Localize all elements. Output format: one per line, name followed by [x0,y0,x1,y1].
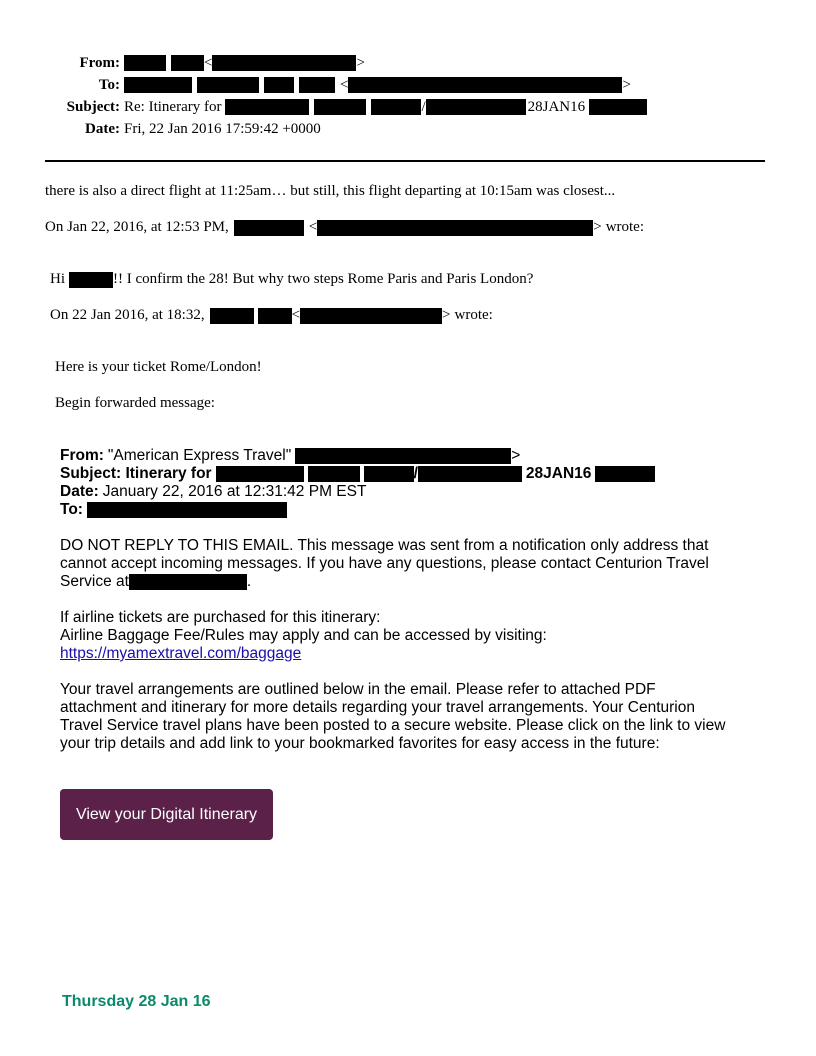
airline-line: If airline tickets are purchased for this itinerary: [60,609,381,626]
fwd-subject-slash: / [413,465,418,482]
redaction [418,466,522,482]
notice-line-3: Service at [60,573,129,590]
arrange-line: Travel Service travel plans have been posted to a secure website. Please click on the link to view [60,717,726,734]
subject-date: 28JAN16 [527,99,586,115]
quote-line-1 [45,219,644,236]
redaction [595,466,655,482]
quote1-suffix: wrote: [605,219,645,235]
redaction [308,466,360,482]
redaction [371,99,421,115]
notice-line: DO NOT REPLY TO THIS EMAIL. This message was sent from a notification only address that [60,537,709,554]
to-row [0,74,652,96]
angle-close: > [511,447,521,464]
angle-open: < [308,219,318,235]
fwd-date-row [60,483,659,501]
angle-close: > [442,307,451,323]
airline-paragraph [60,609,770,663]
redaction [197,77,259,93]
fwd-date-label: Date: [60,483,99,500]
baggage-link[interactable]: https://myamextravel.com/baggage [60,645,302,662]
fwd-from-label: From: [60,447,104,464]
angle-close: > [593,219,602,235]
subject-row [0,96,652,118]
redaction [258,308,292,324]
notice-line: cannot accept incoming messages. If you have any questions, please contact Centurion Travel [60,555,709,572]
subject-label: Subject: [66,99,120,115]
angle-open: < [291,307,301,323]
redaction [216,466,304,482]
from-row [0,52,652,74]
redaction [210,308,254,324]
fwd-from-row [60,447,659,465]
date-value: Fri, 22 Jan 2016 17:59:42 +0000 [124,121,321,137]
date-label: Date: [85,121,120,137]
angle-close: > [356,55,365,71]
fwd-to-row [60,501,659,519]
redaction [317,220,593,236]
arrangements-paragraph [60,681,770,753]
hi-line [50,271,533,288]
redaction [234,220,304,236]
notice-line [60,573,770,591]
arrange-line: attachment and itinerary for more details regarding your travel arrangements. Your Centurion [60,699,695,716]
angle-open: < [204,55,213,71]
subject-prefix: Re: Itinerary for [124,99,222,115]
quote2-prefix: On 22 Jan 2016, at 18:32, [50,307,205,323]
redaction [295,448,511,464]
redaction [426,99,526,115]
redaction [87,502,287,518]
airline-line: Airline Baggage Fee/Rules may apply and can be accessed by visiting: [60,627,547,644]
view-itinerary-button[interactable]: View your Digital Itinerary [60,789,273,840]
quote2-suffix: wrote: [454,307,493,323]
ticket-line: Here is your ticket Rome/London! [55,359,262,375]
arrange-line: your trip details and add link to your bookmarked favorites for easy access in the future: [60,735,660,752]
hi-prefix: Hi [50,271,65,287]
header-divider [45,160,765,162]
quote1-prefix: On Jan 22, 2016, at 12:53 PM, [45,219,229,235]
redaction [171,55,204,71]
redaction [69,272,113,288]
redaction [364,466,414,482]
angle-open: < [340,77,349,93]
email-header [0,52,652,140]
fwd-subject-label: Subject: Itinerary for [60,465,212,482]
forwarded-header [60,447,659,519]
arrange-line: Your travel arrangements are outlined below in the email. Please refer to attached PDF [60,681,656,698]
redaction [124,55,166,71]
redaction [589,99,647,115]
hi-text: !! I confirm the 28! But why two steps Rome Paris and Paris London? [113,271,534,287]
quote-line-2 [50,307,493,324]
fwd-from-name: "American Express Travel" [107,447,292,464]
redaction [314,99,366,115]
redaction [300,308,442,324]
fwd-subject-date: 28JAN16 [525,465,592,482]
angle-close: > [622,77,631,93]
body-line-1: there is also a direct flight at 11:25am… but still, this flight departing at 10:15am was closest... [45,183,616,199]
redaction [124,77,192,93]
fwd-to-label: To: [60,501,83,518]
date-row [0,118,652,140]
redaction [129,574,247,590]
forwarded-intro: Begin forwarded message: [55,395,215,411]
fwd-date-value: January 22, 2016 at 12:31:42 PM EST [102,483,367,500]
redaction [212,55,356,71]
from-label: From: [79,55,120,71]
subject-slash: / [421,99,426,115]
redaction [264,77,294,93]
redaction [225,99,309,115]
notice-paragraph [60,537,770,591]
fwd-subject-row [60,465,659,483]
redaction [299,77,335,93]
to-label: To: [98,77,120,93]
notice-end: . [246,573,252,590]
redaction [348,77,622,93]
trip-date-heading: Thursday 28 Jan 16 [62,993,211,1010]
